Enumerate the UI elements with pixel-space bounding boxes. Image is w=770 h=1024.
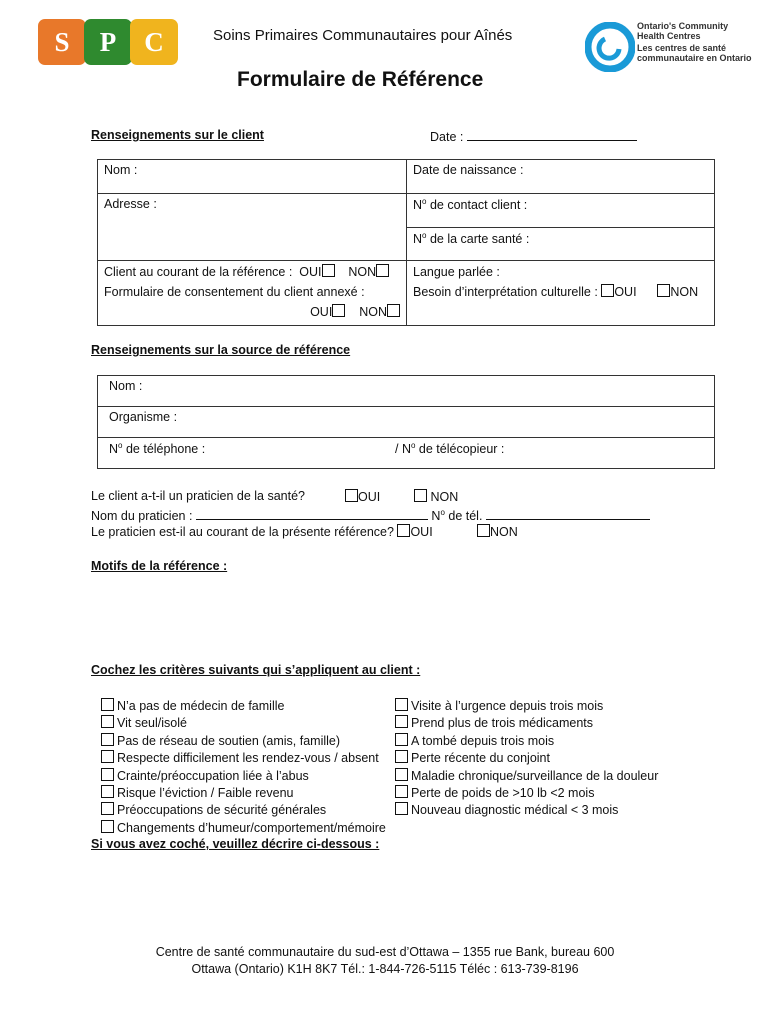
source-phone-n: N bbox=[109, 442, 119, 457]
criteria-item bbox=[101, 785, 293, 800]
logo-letter-s: S bbox=[38, 19, 86, 65]
q3-no-label: NON bbox=[490, 525, 518, 539]
partner-logo bbox=[585, 20, 755, 75]
source-org-cell[interactable] bbox=[98, 407, 715, 438]
criteria-label: Visite à l’urgence depuis trois mois bbox=[411, 699, 604, 713]
criteria-label: A tombé depuis trois mois bbox=[411, 733, 555, 748]
interp-no-label: NON bbox=[670, 285, 699, 299]
criteria-checkbox[interactable] bbox=[101, 715, 114, 728]
client-name-label: Nom : bbox=[104, 163, 138, 177]
criteria-checkbox[interactable] bbox=[101, 768, 114, 781]
criteria-item bbox=[101, 698, 284, 713]
criteria-item bbox=[101, 733, 340, 748]
q3-yes-checkbox[interactable] bbox=[397, 524, 410, 537]
q1-no-label: NON bbox=[430, 490, 459, 504]
criteria-label: Changements d’humeur/comportement/mémoire bbox=[117, 820, 386, 835]
partner-name-en-1: Ontario's Community bbox=[637, 21, 729, 31]
logo-letter-p: P bbox=[84, 19, 132, 65]
source-org-label: Organisme : bbox=[109, 410, 178, 424]
footer-contact-line: Ottawa (Ontario) K1H 8K7 Tél.: 1-844-726-5115 Téléc : 613-739-8196 bbox=[191, 962, 579, 976]
partner-name-fr-1: Les centres de santé bbox=[637, 43, 727, 53]
practitioner-q1-label: Le client a-t-il un praticien de la santé? bbox=[91, 489, 306, 503]
interp-no-checkbox[interactable] bbox=[657, 284, 670, 297]
describe-heading: Si vous avez coché, veuillez décrire ci-dessous : bbox=[91, 837, 380, 851]
criteria-item bbox=[395, 768, 658, 783]
source-fax-label: de télécopieur : bbox=[418, 442, 505, 457]
source-section-heading: Renseignements sur la source de référence bbox=[91, 343, 351, 357]
criteria-item bbox=[395, 733, 554, 748]
date-label: Date : bbox=[430, 130, 464, 144]
practitioner-q3 bbox=[91, 524, 433, 539]
aware-no-checkbox[interactable] bbox=[376, 264, 389, 277]
logo-letter-c: C bbox=[130, 19, 178, 65]
q3-no-checkbox[interactable] bbox=[477, 524, 490, 537]
criteria-checkbox[interactable] bbox=[101, 750, 114, 763]
program-title: Soins Primaires Communautaires pour Aînés bbox=[213, 27, 513, 44]
source-fax-prefix: / N bbox=[395, 442, 411, 457]
source-name-label: Nom : bbox=[109, 379, 143, 393]
client-dob-label: Date de naissance : bbox=[413, 163, 524, 177]
client-language-cell bbox=[407, 261, 715, 326]
criteria-item bbox=[101, 715, 187, 730]
criteria-checkbox[interactable] bbox=[101, 785, 114, 798]
language-label: Langue parlée : bbox=[413, 265, 500, 279]
client-contact-n: N bbox=[413, 198, 423, 213]
practitioner-name-label: Nom du praticien : bbox=[91, 509, 193, 523]
client-address-cell[interactable] bbox=[98, 194, 407, 261]
reasons-text-area[interactable] bbox=[91, 578, 711, 658]
criteria-checkbox[interactable] bbox=[395, 715, 408, 728]
source-fax-sup: o bbox=[410, 441, 416, 450]
spc-logo bbox=[38, 19, 178, 65]
health-card-label: de la carte santé : bbox=[429, 232, 530, 247]
criteria-item bbox=[101, 820, 386, 835]
reasons-heading: Motifs de la référence : bbox=[91, 559, 228, 573]
date-field bbox=[430, 128, 637, 144]
partner-name-en-2: Health Centres bbox=[637, 31, 701, 41]
q1-yes-checkbox[interactable] bbox=[345, 489, 358, 502]
interp-label: Besoin d’interprétation culturelle : bbox=[413, 285, 598, 299]
consent-yes-checkbox[interactable] bbox=[332, 304, 345, 317]
q3-yes-label: OUI bbox=[410, 525, 433, 539]
criteria-checkbox[interactable] bbox=[395, 698, 408, 711]
health-card-n: N bbox=[413, 232, 423, 247]
q1-no-checkbox[interactable] bbox=[414, 489, 427, 502]
interp-yes-checkbox[interactable] bbox=[601, 284, 614, 297]
criteria-label: Vit seul/isolé bbox=[117, 716, 187, 731]
consent-no-checkbox[interactable] bbox=[387, 304, 400, 317]
source-phone-sup: o bbox=[118, 441, 123, 450]
criteria-item bbox=[395, 785, 594, 800]
criteria-heading: Cochez les critères suivants qui s’appliquent au client : bbox=[91, 663, 421, 677]
criteria-checkbox[interactable] bbox=[395, 802, 408, 815]
practitioner-tel-line[interactable] bbox=[486, 507, 650, 520]
criteria-checkbox[interactable] bbox=[395, 768, 408, 781]
practitioner-q2 bbox=[91, 507, 650, 523]
client-section-heading: Renseignements sur le client bbox=[91, 128, 264, 142]
consent-label: Formulaire de consentement du client annexé : bbox=[104, 285, 365, 299]
practitioner-tel-label: de tél. bbox=[448, 509, 483, 523]
criteria-checkbox[interactable] bbox=[395, 733, 408, 746]
criteria-checkbox[interactable] bbox=[101, 698, 114, 711]
criteria-checkbox[interactable] bbox=[101, 802, 114, 815]
criteria-label: Respecte difficilement les rendez-vous / absent bbox=[117, 751, 379, 766]
client-dob-cell[interactable] bbox=[407, 160, 715, 194]
source-name-cell[interactable] bbox=[98, 376, 715, 407]
describe-text-area[interactable] bbox=[91, 856, 711, 936]
client-contact-label: de contact client : bbox=[429, 198, 528, 213]
practitioner-q1 bbox=[91, 489, 305, 503]
partner-name-fr-2: communautaire en Ontario bbox=[637, 53, 752, 63]
client-name-cell[interactable] bbox=[98, 160, 407, 194]
practitioner-tel-sup: o bbox=[440, 507, 445, 517]
source-phone-label: de téléphone : bbox=[125, 442, 206, 457]
footer bbox=[0, 944, 770, 978]
client-info-table bbox=[97, 159, 715, 326]
criteria-label: N’a pas de médecin de famille bbox=[117, 699, 285, 713]
consent-no-label: NON bbox=[359, 305, 387, 319]
criteria-label: Risque l’éviction / Faible revenu bbox=[117, 786, 294, 800]
criteria-label: Prend plus de trois médicaments bbox=[411, 716, 594, 731]
date-input-line[interactable] bbox=[467, 128, 637, 141]
client-contact-cell[interactable] bbox=[407, 194, 715, 228]
criteria-item bbox=[395, 750, 550, 765]
aware-yes-label: OUI bbox=[299, 265, 322, 279]
criteria-item bbox=[395, 802, 618, 817]
practitioner-q3-label: Le praticien est-il au courant de la présente référence? bbox=[91, 525, 394, 539]
client-contact-sup: o bbox=[422, 197, 427, 206]
practitioner-name-line[interactable] bbox=[196, 507, 428, 520]
criteria-label: Crainte/préoccupation liée à l’abus bbox=[117, 768, 309, 783]
criteria-label: Perte de poids de >10 lb <2 mois bbox=[411, 786, 595, 800]
criteria-label: Perte récente du conjoint bbox=[411, 751, 550, 766]
consent-yes-label: OUI bbox=[310, 305, 333, 319]
q1-yes-label: OUI bbox=[358, 490, 381, 504]
interp-yes-label: OUI bbox=[614, 285, 637, 299]
aware-yes-checkbox[interactable] bbox=[322, 264, 335, 277]
form-title: Formulaire de Référence bbox=[237, 68, 484, 91]
client-consent-cell bbox=[98, 261, 407, 326]
partner-swirl-icon bbox=[585, 22, 635, 72]
source-info-table bbox=[97, 375, 715, 469]
criteria-item bbox=[395, 715, 593, 730]
source-phone-cell[interactable] bbox=[98, 438, 715, 469]
client-health-card-cell[interactable] bbox=[407, 228, 715, 261]
client-address-label: Adresse : bbox=[104, 197, 157, 211]
criteria-checkbox[interactable] bbox=[101, 820, 114, 833]
criteria-label: Pas de réseau de soutien (amis, famille) bbox=[117, 733, 341, 748]
footer-address-line: Centre de santé communautaire du sud-est d’Ottawa – 1355 rue Bank, bureau 600 bbox=[155, 945, 615, 959]
aware-label: Client au courant de la référence : bbox=[104, 265, 293, 279]
criteria-checkbox[interactable] bbox=[395, 750, 408, 763]
aware-no-label: NON bbox=[348, 265, 377, 279]
criteria-item bbox=[101, 750, 379, 765]
criteria-label: Nouveau diagnostic médical < 3 mois bbox=[411, 803, 619, 818]
health-card-sup: o bbox=[422, 231, 427, 240]
criteria-item bbox=[395, 698, 603, 713]
criteria-item bbox=[101, 768, 309, 783]
criteria-checkbox[interactable] bbox=[395, 785, 408, 798]
criteria-label: Préoccupations de sécurité générales bbox=[117, 803, 327, 818]
criteria-label: Maladie chronique/surveillance de la douleur bbox=[411, 768, 659, 783]
criteria-item bbox=[101, 802, 326, 817]
practitioner-tel-n: N bbox=[431, 509, 441, 523]
criteria-checkbox[interactable] bbox=[101, 733, 114, 746]
